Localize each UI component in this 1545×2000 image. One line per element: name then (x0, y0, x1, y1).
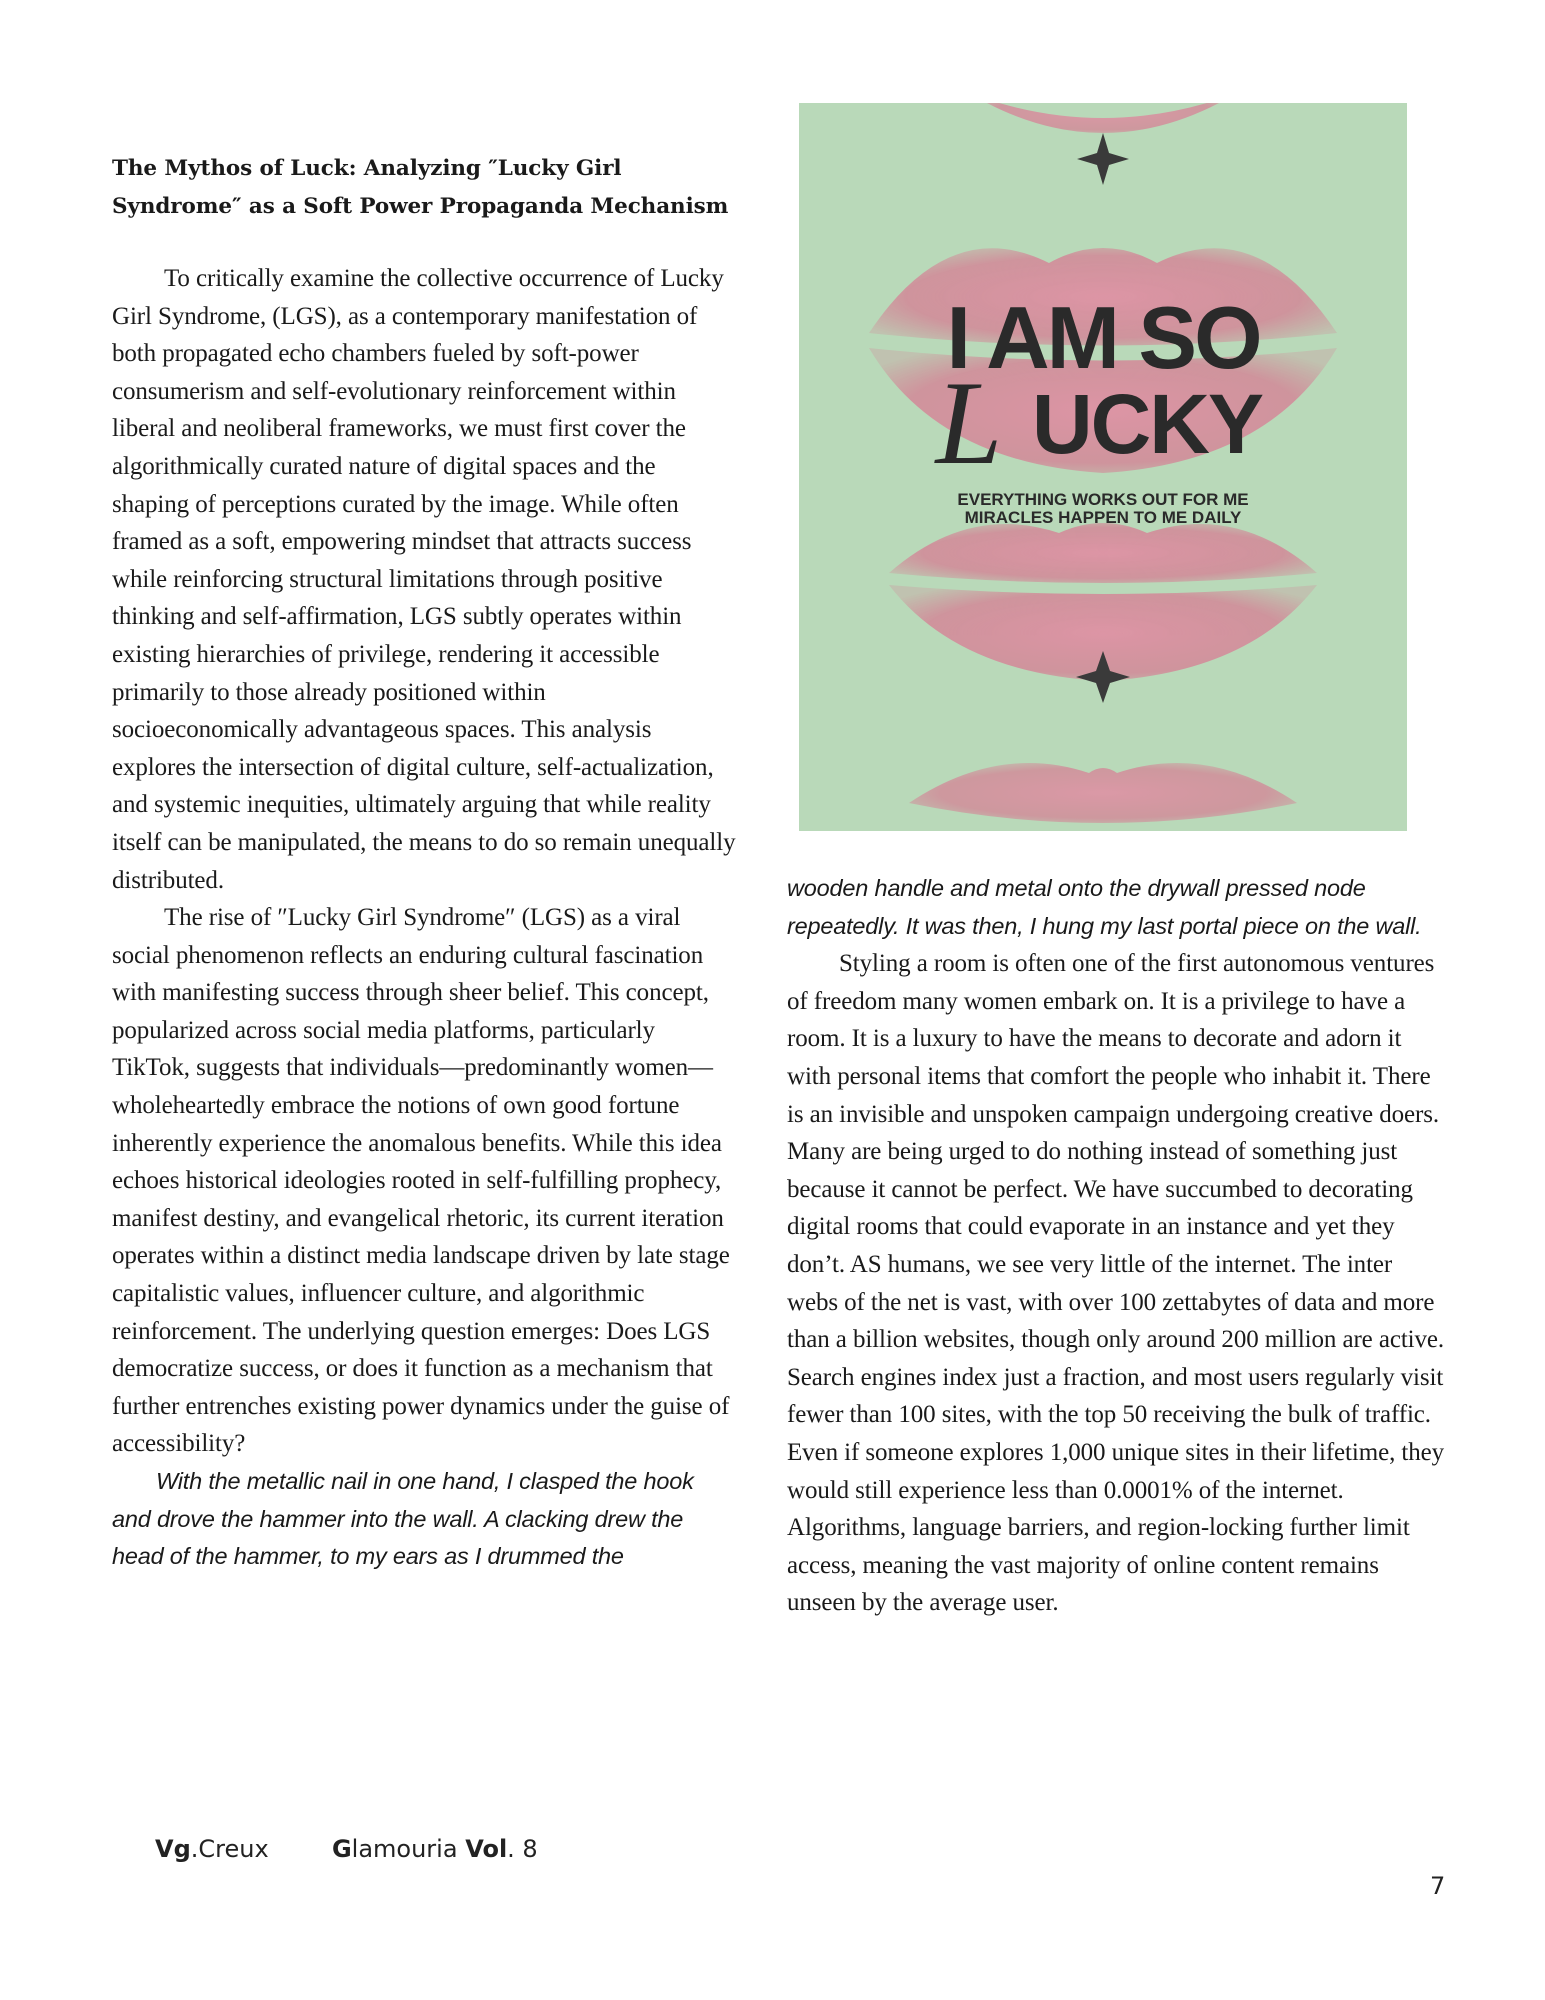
footer-brand-b-num: . 8 (507, 1835, 538, 1863)
poster-line2-initial: L (935, 356, 1003, 489)
footer-brand-b-vol: Vol (465, 1835, 508, 1863)
article-title (112, 150, 737, 226)
poster-tagline2: MIRACLES HAPPEN TO ME DAILY (964, 508, 1242, 527)
italic-passage-left: With the metallic nail in one hand, I clasped the hook and drove the hammer into the wall. A clacking drew the head of the hammer, to my ears as I drummed the (112, 1468, 694, 1570)
body-paragraph-1: To critically examine the collective occurrence of Lucky Girl Syndrome, (LGS), as a contemporary manifestation of both propagated echo chambers fueled by soft-power consumerism and self-evolutionary reinforcement within liberal and neoliberal frameworks, we must first cover the algorithmically curated nature of digital spaces and the shaping of perceptions curated by the image. While often framed as a soft, empowering mindset that attracts success while reinforcing structural limitations through positive thinking and self-affirmation, LGS subtly operates within existing hierarchies of privilege, rendering it accessible primarily to those already positioned within socioeconomically advantageous spaces. This analysis explores the intersection of digital culture, self-actualization, and systemic inequities, ultimately arguing that while reality itself can be manipulated, the means to do so remain unequally distributed. (112, 265, 736, 894)
article-title-line1: The Mythos of Luck: Analyzing ″Lucky Girl (112, 156, 622, 181)
poster-tagline1: EVERYTHING WORKS OUT FOR ME (957, 490, 1249, 509)
lucky-poster-image (799, 103, 1407, 831)
italic-passage-right: wooden handle and metal onto the drywall pressed node repeatedly. It was then, I hung my last portal piece on the wall. (787, 875, 1422, 939)
poster-line2-rest: UCKY (1031, 377, 1263, 471)
footer-brand-a-rest: .Creux (190, 1835, 269, 1863)
footer-brand-b-bold: G (331, 1835, 352, 1863)
footer-brand-b-rest: lamouria (351, 1835, 458, 1863)
right-column (787, 870, 1447, 1622)
body-paragraph-3: Styling a room is often one of the first autonomous ventures of freedom many women embark on. It is a privilege to have a room. It is a luxury to have the means to decorate and adorn it with personal items that comfort the people who inhabit it. There is an invisible and unspoken campaign undergoing creative doers. Many are being urged to do nothing instead of something just because it cannot be perfect. We have succumbed to decorating digital rooms that could evaporate in an instance and yet they don’t. AS humans, we see very little of the internet. The inter webs of the net is vast, with over 100 zettabytes of data and more than a billion websites, though only around 200 million are active. Search engines index just a fraction, and most users regularly visit fewer than 100 sites, with the top 50 receiving the bulk of traffic. Even if someone explores 1,000 unique sites in their lifetime, they would still experience less than 0.0001% of the internet. Algorithms, language barriers, and region-locking further limit access, meaning the vast majority of online content remains unseen by the average user. (787, 950, 1445, 1617)
footer-brand-a-bold: Vg (155, 1835, 191, 1863)
poster-line1: I AM SO (946, 288, 1260, 387)
footer-brand (155, 1835, 538, 1863)
page-number: 7 (1430, 1872, 1446, 1900)
left-column (112, 150, 737, 1576)
body-paragraph-2: The rise of ″Lucky Girl Syndrome″ (LGS) as a viral social phenomenon reflects an enduring cultural fascination with manifesting success through sheer belief. This concept, popularized across social media platforms, particularly TikTok, suggests that individuals—predominantly women—wholeheartedly embrace the notions of own good fortune inherently experience the anomalous benefits. While this idea echoes historical ideologies rooted in self-fulfilling prophecy, manifest destiny, and evangelical rhetoric, its current iteration operates within a distinct media landscape driven by late stage capitalistic values, influencer culture, and algorithmic reinforcement. The underlying question emerges: Does LGS democratize success, or does it function as a mechanism that further entrenches existing power dynamics under the guise of accessibility? (112, 904, 730, 1458)
article-title-line2: Syndrome″ as a Soft Power Propaganda Mechanism (112, 194, 729, 219)
